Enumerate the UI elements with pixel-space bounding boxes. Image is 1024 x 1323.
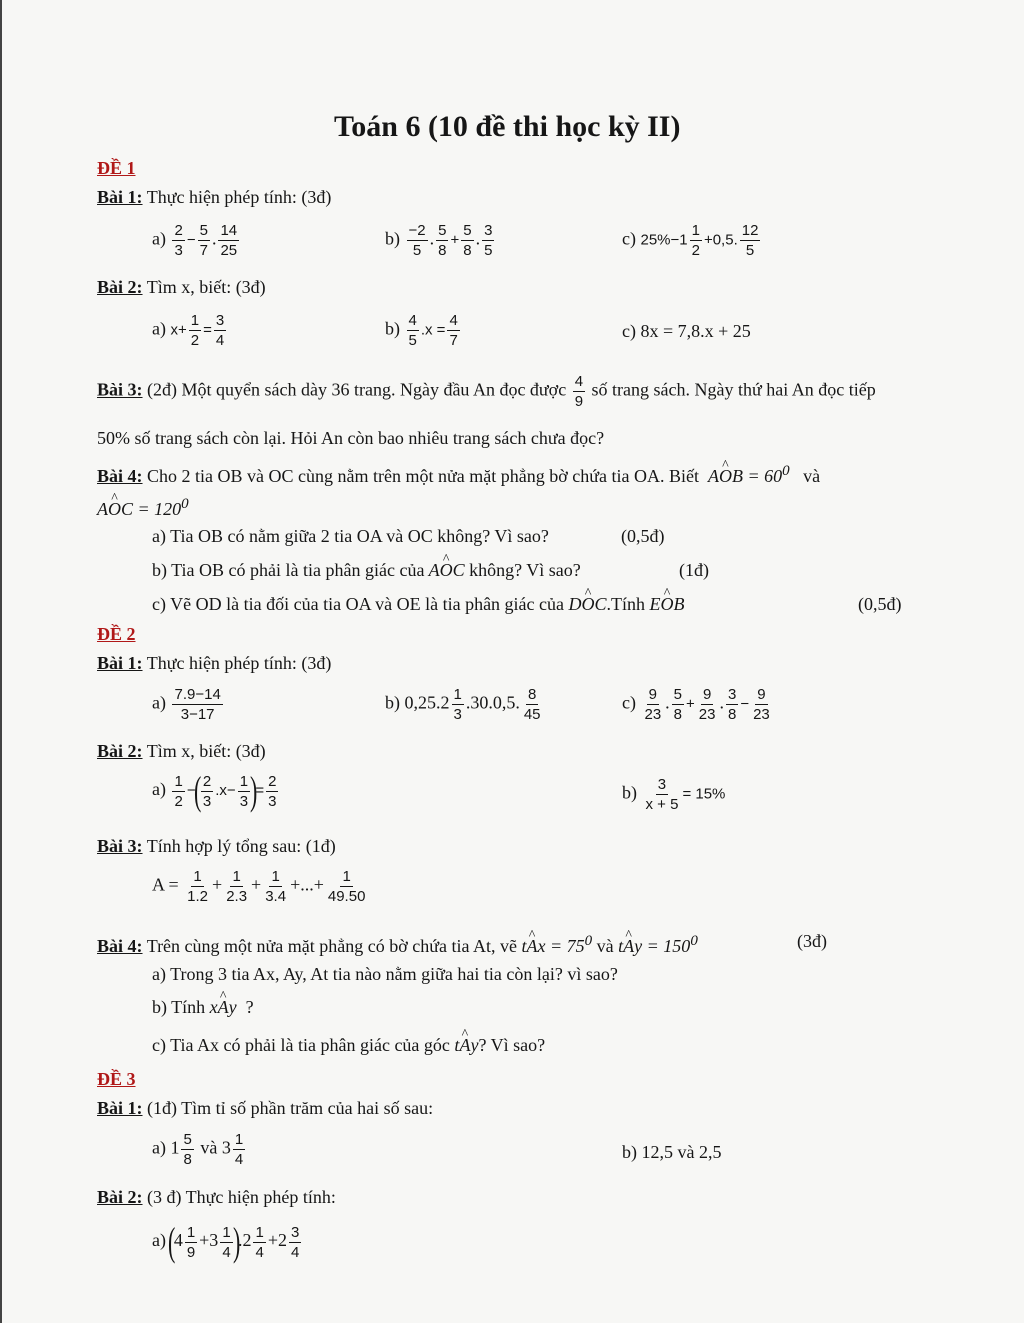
- de1-bai2-b: b) $\frac{4}{5}$ .x = $\frac{4}{7}$: [385, 312, 458, 349]
- bai-label: Bài 2:: [97, 1187, 143, 1207]
- bai-va: và: [803, 466, 821, 486]
- bai-text: Tìm x, biết: (3đ): [146, 741, 266, 761]
- de2-bai4-pts: (3đ): [797, 931, 827, 951]
- question-text: c) Vẽ OD là tia đối của tia OA và OE là tia phân giác của: [152, 594, 565, 614]
- question-text: c) Tia Ax có phải là tia phân giác của góc: [152, 1035, 450, 1055]
- bai-label: Bài 3:: [97, 836, 143, 856]
- bai-text: Thực hiện phép tính: (3đ): [146, 653, 332, 673]
- de3-heading: ĐỀ 3: [97, 1069, 136, 1089]
- de1-bai4-c: c) Vẽ OD là tia đối của tia OA và OE là tia phân giác của DO ^C.Tính EO ^B: [152, 593, 685, 615]
- de2-bai1-b: b) 0,25.2 $\frac{1}{3}$ .30.0,5. $\frac{8}{45}$: [385, 686, 541, 723]
- page-title: Toán 6 (10 đề thi học kỳ II): [334, 110, 681, 143]
- question-text: b) Tia OB có phải là tia phân giác của: [152, 560, 425, 580]
- de3-bai2: [97, 1186, 336, 1208]
- de1-bai1-c: c) 25%−1 $\frac{1}{2}$ +0,5. $\frac{12}{5}$: [622, 222, 759, 259]
- bai-label: Bài 2:: [97, 741, 143, 761]
- de1-bai4-aoc: AO ^C = $120^0$: [97, 493, 189, 520]
- question-mark: ?: [245, 997, 254, 1017]
- de3-bai1-a: a) 1 $\frac{5}{8}$ và 3 $\frac{1}{4}$: [152, 1131, 244, 1168]
- de2-bai1-a: a) $\frac{7.9-14}{3-17}$: [152, 686, 221, 723]
- question-text-post: ? Vì sao?: [478, 1035, 546, 1055]
- de1-bai4-b: b) Tia OB có phải là tia phân giác của AO ^C không? Vì sao?: [152, 559, 581, 581]
- bai-text: Thực hiện phép tính: (3đ): [146, 187, 332, 207]
- de2-bai4: Bài 4: Trên cùng một nửa mặt phẳng có bờ chứa tia At, vẽ tA ^x = $75^0$ và tA ^y = $150^0$: [97, 930, 698, 957]
- de1-bai4-a-pts: (0,5đ): [621, 526, 665, 546]
- de3-bai1: [97, 1097, 433, 1119]
- de1-bai1-a: a) $\frac{2}{3}$ − $\frac{5}{7}$ . $\frac{14}{25}$: [152, 222, 238, 259]
- bai-text-a: (2đ) Một quyển sách dày 36 trang. Ngày đầu An đọc được: [147, 379, 567, 400]
- bai-text: Trên cùng một nửa mặt phẳng có bờ chứa tia At, vẽ: [146, 936, 517, 956]
- bai-label: Bài 1:: [97, 653, 143, 673]
- de1-bai1: [97, 186, 331, 208]
- de1-bai2-a: a) x+ $\frac{1}{2}$ = $\frac{3}{4}$: [152, 312, 225, 349]
- bai-label: Bài 1:: [97, 1098, 143, 1118]
- de2-bai4-b: b) Tính xA ^y ?: [152, 996, 254, 1018]
- question-text-post: không? Vì sao?: [469, 560, 581, 580]
- bai-text: (1đ) Tìm tỉ số phần trăm của hai số sau:: [147, 1098, 434, 1118]
- bai-label: Bài 3:: [97, 379, 143, 400]
- de2-bai4-c: c) Tia Ax có phải là tia phân giác của góc tA ^y? Vì sao?: [152, 1034, 545, 1056]
- de3-bai1-b: b) 12,5 và 2,5: [622, 1142, 722, 1162]
- de2-bai3: [97, 835, 336, 857]
- bai-text-b: số trang sách. Ngày thứ hai An đọc tiếp: [591, 379, 876, 400]
- va-text: và: [200, 1137, 218, 1158]
- de1-bai4-c-pts: (0,5đ): [858, 594, 902, 614]
- de1-bai3: Bài 3: (2đ) Một quyển sách dày 36 trang. Ngày đầu An đọc được $\frac{4}{9}$ số trang sách. Ngày thứ hai An đọc tiếp: [97, 373, 876, 410]
- bai-text: Cho 2 tia OB và OC cùng nằm trên một nửa mặt phẳng bờ chứa tia OA. Biết: [147, 466, 699, 486]
- bai-label: Bài 4:: [97, 466, 143, 486]
- de1-bai4: Bài 4: Cho 2 tia OB và OC cùng nằm trên một nửa mặt phẳng bờ chứa tia OA. Biết AO ^B = $60^0$ và: [97, 460, 820, 487]
- de1-bai4-a: [152, 525, 549, 547]
- de2-heading: ĐỀ 2: [97, 624, 136, 644]
- de2-bai4-a: a) Trong 3 tia Ax, Ay, At tia nào nằm giữa hai tia còn lại? vì sao?: [152, 964, 618, 984]
- de2-bai2: [97, 740, 266, 762]
- de2-bai2-a: a) $\frac{1}{2}$ −( $\frac{2}{3}$ .x− $\frac{1}{3}$ )= $\frac{2}{3}$: [152, 768, 277, 813]
- bai-va: và: [596, 936, 614, 956]
- question-text: b) Tính: [152, 997, 206, 1017]
- de2-bai1: [97, 652, 331, 674]
- bai-label: Bài 4:: [97, 936, 143, 956]
- bai-label: Bài 1:: [97, 187, 143, 207]
- bai-label: Bài 2:: [97, 277, 143, 297]
- de1-bai4-b-pts: (1đ): [679, 560, 709, 580]
- de1-heading: ĐỀ 1: [97, 158, 136, 178]
- de2-bai2-b: b) $\frac{3}{x + 5}$ = 15%: [622, 776, 726, 813]
- question-text: a) Tia OB có nằm giữa 2 tia OA và OC không? Vì sao?: [152, 526, 549, 546]
- de3-bai2-a: a) (4 $\frac{1}{9}$ +3 $\frac{1}{4}$ ).2 $\frac{1}{4}$ +2 $\frac{3}{4}$: [152, 1219, 300, 1264]
- de1-bai2: [97, 276, 266, 298]
- question-text-mid: .Tính: [606, 594, 646, 614]
- de1-bai1-b: b) $\frac{-2}{5}$ . $\frac{5}{8}$ + $\frac{5}{8}$ . $\frac{3}{5}$: [385, 222, 493, 259]
- de2-bai3-sum: A = $\frac{1}{1.2}$ + $\frac{1}{2.3}$ + $\frac{1}{3.4}$ +...+ $\frac{1}{49.50}$: [152, 868, 366, 905]
- de2-bai1-c: c) $\frac{9}{23}$ . $\frac{5}{8}$ + $\frac{9}{23}$ . $\frac{3}{8}$ − $\frac{9}{23}$: [622, 686, 770, 723]
- de1-bai2-c: c) 8x = 7,8.x + 25: [622, 321, 751, 341]
- de1-bai3-line2: 50% số trang sách còn lại. Hỏi An còn bao nhiêu trang sách chưa đọc?: [97, 428, 605, 448]
- bai-text: Tính hợp lý tổng sau: (1đ): [146, 836, 336, 856]
- bai-text: Tìm x, biết: (3đ): [146, 277, 266, 297]
- bai-text: (3 đ) Thực hiện phép tính:: [147, 1187, 336, 1207]
